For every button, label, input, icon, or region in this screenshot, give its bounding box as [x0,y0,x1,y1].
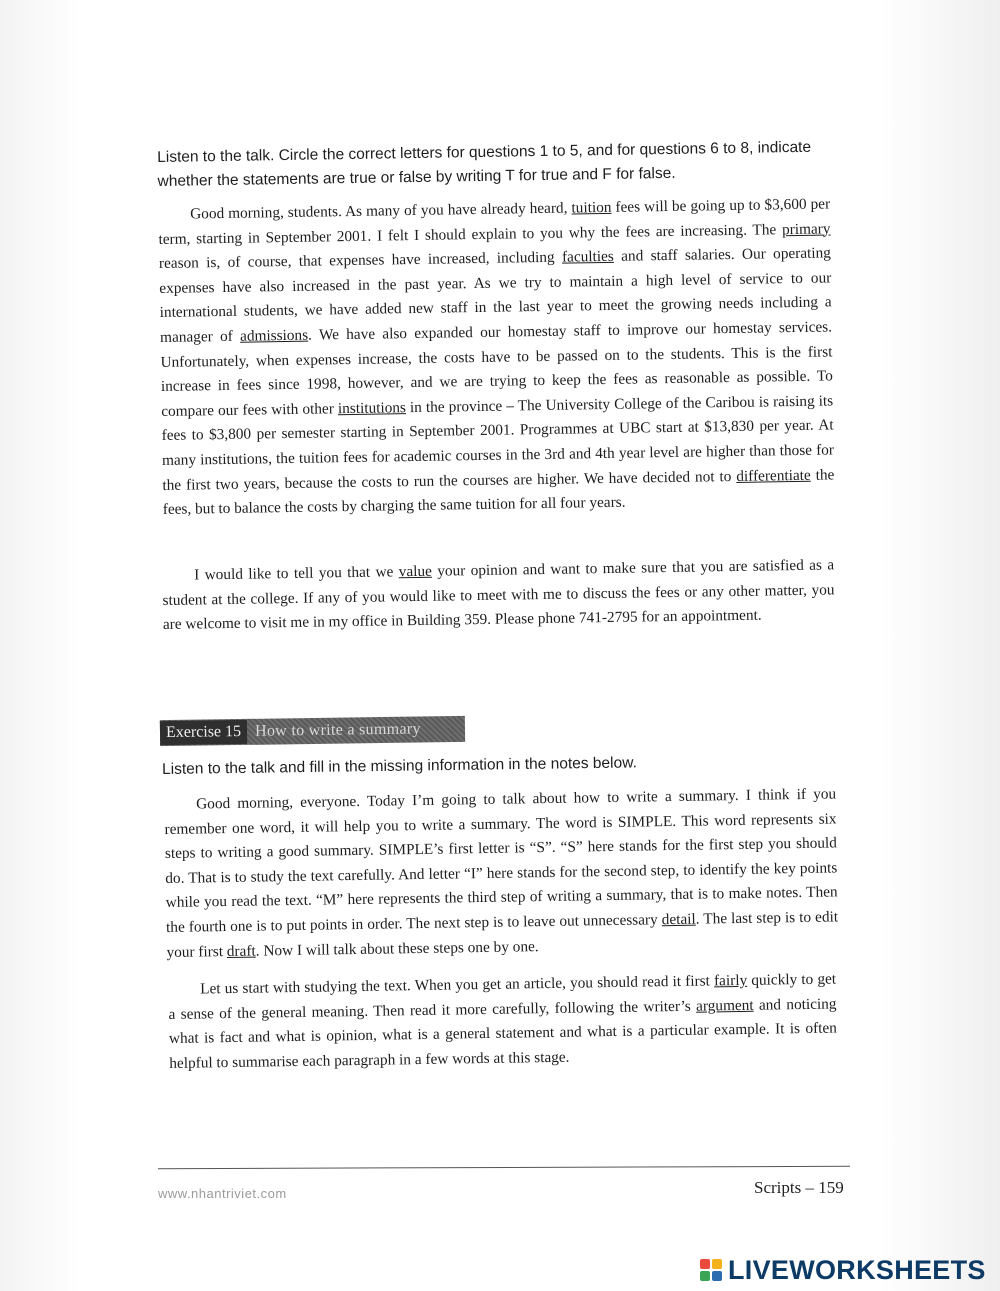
liveworksheets-brand[interactable] [700,1255,986,1285]
instruction-text-2: Listen to the talk and fill in the missing information in the notes below. [162,754,637,778]
brand-logo-icon [700,1259,722,1281]
text-run: in the province – The University College of the Caribou is raising its fees to $3,800 per semester starting in September 2001. Programmes at UBC start at $13,830 per year. At many institutions, the tuition fees for academic courses in the 3rd and 4th year level are higher than those for the first two years, because the costs to run the courses are higher. We have decided not to [161,392,835,494]
exercise-header [160,716,465,746]
text-run: . The last step is to edit your first [166,908,839,961]
underlined-word: institutions [337,398,407,417]
text-run: I would like to tell you that we [194,563,399,584]
text-run: quickly to get a sense of the general meaning. Then read it more carefully, following the writer’s [168,970,837,1023]
exercise-title: How to write a summary [254,720,421,740]
paragraph-tuition-fees [158,192,835,522]
footer-url: www.nhantriviet.com [158,1186,287,1201]
brand-name: LIVEWORKSHEETS [728,1254,986,1285]
page-number: Scripts – 159 [754,1178,844,1197]
underlined-word: value [398,562,432,581]
paragraph-study-text [168,968,837,1077]
text-run: . Now I will talk about these steps one by one. [255,937,539,960]
text-run: fees will be going up to $3,600 per term, starting in September 2001. I felt I should explain to you why the fees are increasing. The [158,195,831,248]
text-run: reason is, of course, that expenses have increased, including [158,248,563,273]
text-run: and noticing what is fact and what is opinion, what is a general statement and what is a particular example. It is often helpful to summarise each paragraph in a few words at this stage. [168,995,838,1072]
paragraph-office-visit [162,553,835,637]
instruction-text: Listen to the talk. Circle the correct letters for questions 1 to 5, and for questions 6 to 8, indicate whether the statements are true or false by writing T for true and F for false. [157,138,812,190]
underlined-word: argument [695,996,754,1015]
text-run: your opinion and want to make sure that you are satisfied as a student at the college. If any of you would like to meet with me to discuss the fees or any other matter, you are welcome to visit me in my office in Building 359. Please phone 741-2795 for an appointment. [162,556,835,634]
text-run: . We have also expanded our homestay staff to improve our homestay services. Unfortunately, when expenses increase, the costs have to be passed on to the students. This is the first increase in fees since 1998, however, and we are trying to keep the fees as reasonable as possible. To compare our fees with other [160,318,833,420]
underlined-word: admissions [239,326,309,345]
underlined-word: detail [661,910,696,929]
text-run: Good morning, everyone. Today I’m going to talk about how to write a summary. I think if you remember one word, it will help you to write a summary. The word is SIMPLE. This word represents six steps to writing a good summary. SIMPLE’s first letter is “S”. “S” here stands for the first step you should do. That is to study the text carefully. And letter “I” here stands for the second step, to identify the key points while you read the text. “M” here represents the third step of writing a summary, that is to make notes. Then the fourth one is to put points in order. The next step is to leave out unnecessary [164,785,838,936]
underlined-word: differentiate [736,466,811,485]
text-run: and staff salaries. Our operating expenses have also increased in the past year. As we try to maintain a high level of service to our international students, we have added new staff in the last year to meet the growing needs including a manager of [159,244,832,346]
paragraph-simple-steps [164,782,839,965]
underlined-word: primary [781,220,831,238]
underlined-word: faculties [561,248,614,266]
text-run: Let us start with studying the text. When you get an article, you should read it first [200,972,715,998]
text-run: the fees, but to balance the costs by charging the same tuition for all four years. [162,465,835,519]
underlined-word: draft [226,942,256,960]
underlined-word: tuition [571,198,612,217]
underlined-word: fairly [713,971,748,990]
text-run: Good morning, students. As many of you have already heard, [190,199,572,223]
exercise-label: Exercise 15 [160,720,247,745]
